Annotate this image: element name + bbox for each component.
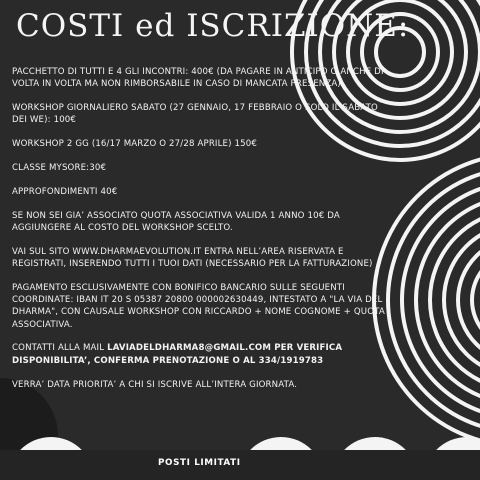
page-title: COSTI ed ISCRIZIONE:: [16, 8, 410, 44]
limited-seats-label: POSTI LIMITATI: [158, 458, 241, 468]
payment-text: PAGAMENTO ESCLUSIVAMENTE CON BONIFICO BANCARIO SULLE SEGUENTI COORDINATE: IBAN IT 20 S 05387 20800 000002630449, INTESTATO A "LA VIA DEL DHARMA", CON CAUSALE WORKSHOP CON RICCARDO + NOME COGNOME + QUOTA ASSOCIATIVA.: [12, 282, 385, 330]
priority-note: VERRA’ DATA PRIORITA’ A CHI SI ISCRIVE ALL’INTERA GIORNATA.: [12, 379, 298, 390]
registration-text: VAI SUL SITO WWW.DHARMAEVOLUTION.IT ENTRA NELL’AREA RISERVATA E REGISTRATI, INSERENDO TUTTI I TUOI DATI (NECESSARIO PER LA FATTURAZIONE): [12, 246, 373, 269]
package-price-text: PACCHETTO DI TUTTI E 4 GLI INCONTRI: 400€ (DA PAGARE IN ANTICIPO O ANCHE DI VOLTA IN VOLTA MA NON RIMBORSABILE IN CASO DI MANCATA PRESENZA): [12, 67, 384, 90]
mysore-class-text: CLASSE MYSORE:30€: [12, 162, 107, 173]
contact-prefix: CONTATTI ALLA MAIL: [12, 343, 108, 354]
two-day-workshop-text: WORKSHOP 2 GG (16/17 MARZO O 27/28 APRILE) 150€: [12, 139, 257, 150]
contact-text: [12, 342, 390, 367]
footer-band: [0, 450, 480, 480]
pricing-details: [12, 66, 390, 402]
insights-price-text: APPROFONDIMENTI 40€: [12, 186, 118, 197]
membership-fee-text: SE NON SEI GIA’ ASSOCIATO QUOTA ASSOCIATIVA VALIDA 1 ANNO 10€ DA AGGIUNGERE AL COSTO DEL WORKSHOP SCELTO.: [12, 210, 340, 233]
saturday-workshop-text: WORKSHOP GIORNALIERO SABATO (27 GENNAIO, 17 FEBBRAIO O SOLO IL SABATO DEI WE): 100€: [12, 103, 378, 126]
contact-details: LAVIADELDHARMA8@GMAIL.COM PER VERIFICA DISPONIBILITA’, CONFERMA PRENOTAZIONE O AL 334/1919783: [12, 343, 343, 366]
